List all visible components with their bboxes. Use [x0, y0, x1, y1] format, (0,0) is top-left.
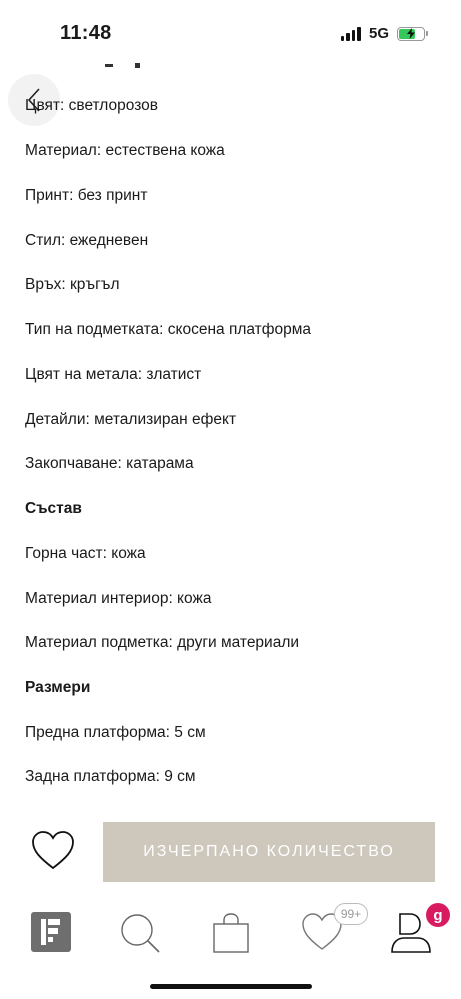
attribute-metal-color: Цвят на метала: златист [25, 366, 202, 383]
tab-search[interactable] [119, 912, 161, 959]
wishlist-count-badge: 99+ [334, 903, 368, 925]
tab-home[interactable] [31, 912, 71, 957]
status-time: 11:48 [60, 22, 112, 44]
attribute-back-platform: Задна платформа: 9 см [25, 768, 196, 785]
attribute-style: Стил: ежедневен [25, 232, 149, 249]
section-heading-composition: Състав [25, 500, 82, 517]
add-to-wishlist-button[interactable] [30, 829, 76, 876]
home-indicator [150, 984, 312, 989]
attribute-toe: Връх: кръгъл [25, 276, 120, 293]
tab-profile[interactable] [390, 912, 432, 959]
heart-icon [30, 829, 76, 871]
battery-icon [397, 27, 425, 41]
attribute-color: Цвят: светлорозов [25, 97, 158, 114]
status-indicators [341, 25, 425, 42]
attribute-fastening: Закопчаване: катарама [25, 455, 194, 472]
attribute-upper: Горна част: кожа [25, 545, 146, 562]
attribute-front-platform: Предна платформа: 5 см [25, 724, 206, 741]
action-bar [0, 815, 461, 895]
tab-bag[interactable] [211, 912, 251, 959]
attribute-print: Принт: без принт [25, 187, 148, 204]
home-icon [31, 912, 71, 952]
clipped-text-line [105, 58, 165, 68]
section-heading-dimensions: Размери [25, 679, 91, 696]
sold-out-button[interactable]: ИЗЧЕРПАНО КОЛИЧЕСТВО [103, 822, 435, 882]
search-icon [119, 912, 161, 954]
attribute-details: Детайли: метализиран ефект [25, 411, 237, 428]
network-label: 5G [368, 25, 389, 42]
attribute-sole-type: Тип на подметката: скосена платформа [25, 321, 312, 338]
account-badge: g [426, 903, 450, 927]
tab-bar [0, 900, 461, 970]
bag-icon [211, 912, 251, 954]
attribute-material: Материал: естествена кожа [25, 142, 225, 159]
attribute-lining: Материал интериор: кожа [25, 590, 212, 607]
status-bar [0, 0, 461, 64]
signal-icon [341, 27, 361, 41]
attribute-sole-material: Материал подметка: други материали [25, 634, 300, 651]
